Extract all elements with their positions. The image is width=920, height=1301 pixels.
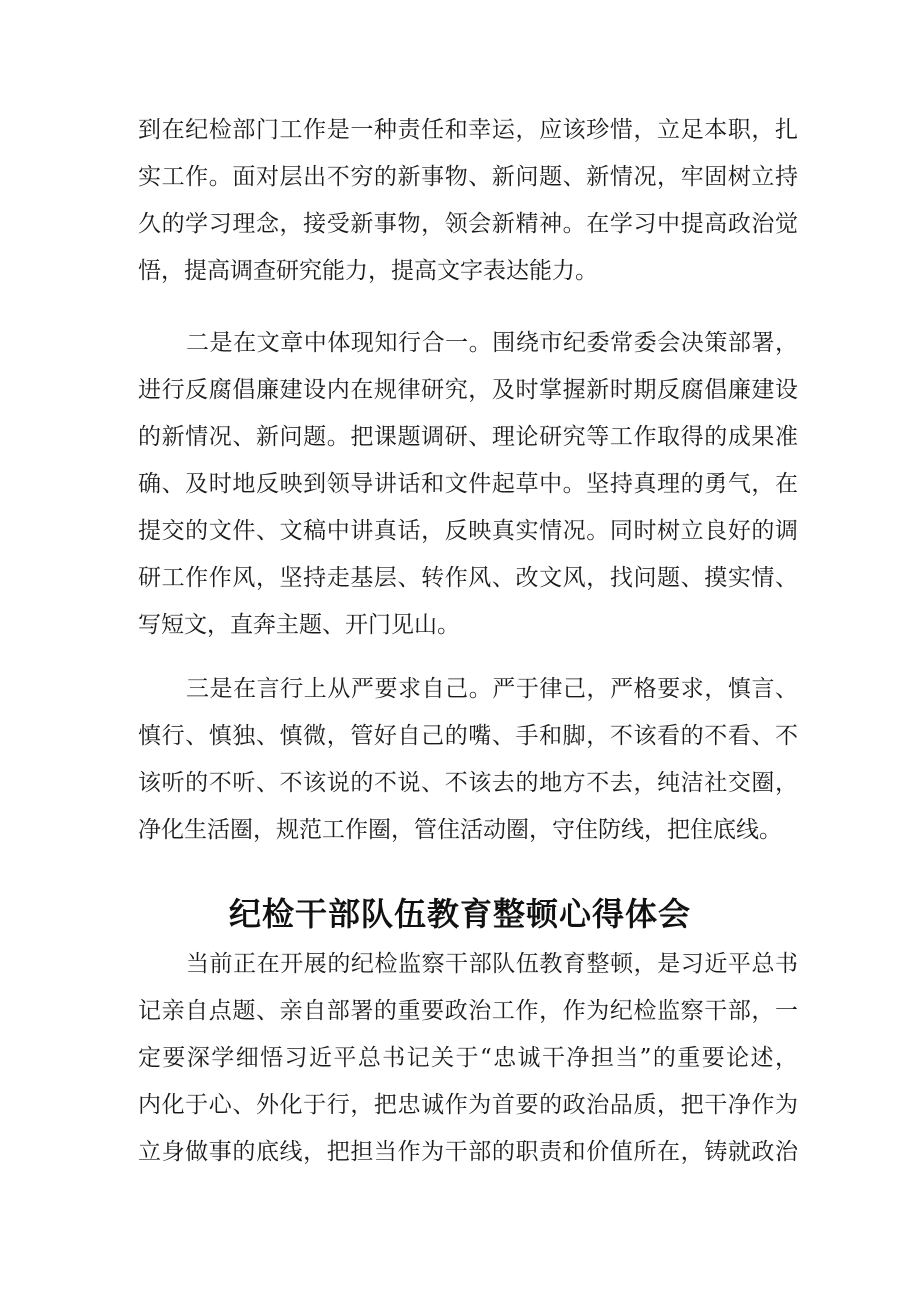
- paragraph-first-line: 二是在文章中体现知行合一。围绕市纪委常委会决策部署，: [186, 330, 798, 356]
- paragraph-line: 记亲自点题、亲自部署的重要政治工作，作为纪检监察干部，一: [138, 998, 798, 1024]
- paragraph-line: 进行反腐倡廉建设内在规律研究，及时掌握新时期反腐倡廉建设: [138, 377, 798, 403]
- paragraph-line: 久的学习理念，接受新事物，领会新精神。在学习中提高政治觉: [138, 211, 798, 237]
- paragraph-line: 慎行、慎独、慎微，管好自己的嘴、手和脚，不该看的不看、不: [138, 723, 798, 749]
- paragraph-line: 净化生活圈，规范工作圈，管住活动圈，守住防线，把住底线。: [138, 817, 782, 843]
- paragraph-line: 研工作作风，坚持走基层、转作风、改文风，找问题、摸实情、: [138, 565, 798, 591]
- paragraph-first-line: 当前正在开展的纪检监察干部队伍教育整顿，是习近平总书: [186, 951, 798, 977]
- paragraph-line: 提交的文件、文稿中讲真话，反映真实情况。同时树立良好的调: [138, 518, 798, 544]
- paragraph-line: 悟，提高调查研究能力，提高文字表达能力。: [138, 258, 598, 284]
- article-title: 纪检干部队伍教育整顿心得体会: [228, 895, 691, 933]
- paragraph-line: 立身做事的底线，把担当作为干部的职责和价值所在，铸就政治: [138, 1139, 798, 1165]
- paragraph-line: 确、及时地反映到领导讲话和文件起草中。坚持真理的勇气，在: [138, 471, 798, 497]
- paragraph-line: 实工作。面对层出不穷的新事物、新问题、新情况，牢固树立持: [138, 164, 798, 190]
- paragraph-line: 写短文，直奔主题、开门见山。: [138, 612, 460, 638]
- paragraph-first-line: 三是在言行上从严要求自己。严于律己，严格要求，慎言、: [186, 676, 798, 702]
- paragraph-line: 定要深学细悟习近平总书记关于“忠诚干净担当”的重要论述，: [138, 1045, 798, 1071]
- paragraph-line: 的新情况、新问题。把课题调研、理论研究等工作取得的成果准: [138, 424, 798, 450]
- paragraph-line: 到在纪检部门工作是一种责任和幸运，应该珍惜，立足本职，扎: [138, 117, 798, 143]
- paragraph-line: 内化于心、外化于行，把忠诚作为首要的政治品质，把干净作为: [138, 1092, 798, 1118]
- paragraph-line: 该听的不听、不该说的不说、不该去的地方不去，纯洁社交圈，: [138, 770, 798, 796]
